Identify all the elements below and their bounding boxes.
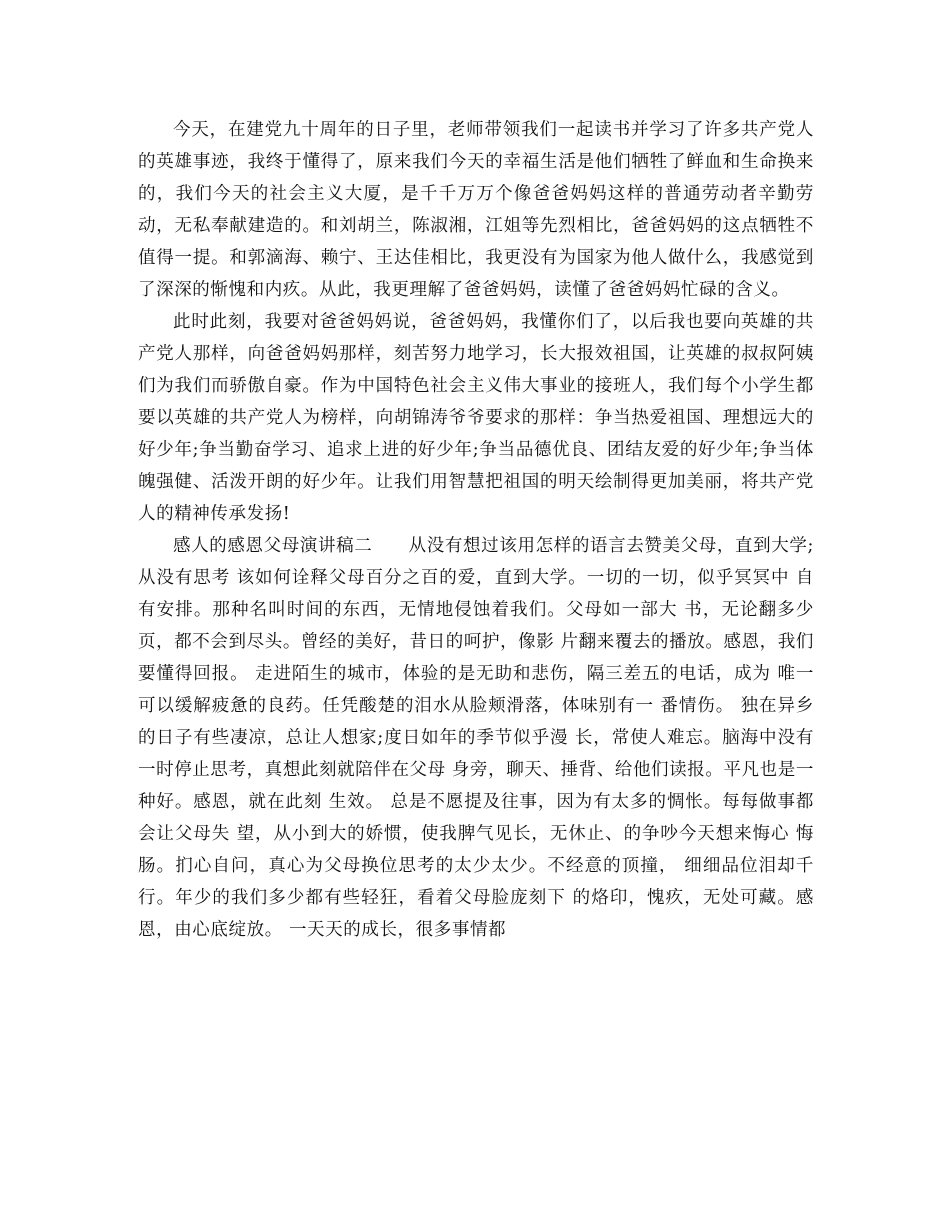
paragraph-2: 此时此刻，我要对爸爸妈妈说，爸爸妈妈，我懂你们了，以后我也要向英雄的共产党人那样，向爸爸妈妈那样，刻苦努力地学习，长大报效祖国，让英雄的叔叔阿姨们为我们而骄傲自豪。作为中国特色社会主义伟大事业的接班人，我们每个小学生都要以英雄的共产党人为榜样，向胡锦涛爷爷要求的那样：争当热爱祖国、理想远大的好少年;争当勤奋学习、追求上进的好少年;争当品德优良、团结友爱的好少年;争当体魄强健、活泼开朗的好少年。让我们用智慧把祖国的明天绘制得更加美丽，将共产党人的精神传承发扬! <box>138 312 814 524</box>
paragraph-1: 今天，在建党九十周年的日子里，老师带领我们一起读书并学习了许多共产党人的英雄事迹，我终于懂得了，原来我们今天的幸福生活是他们牺牲了鲜血和生命换来的，我们今天的社会主义大厦，是千千万万个像爸爸妈妈这样的普通劳动者辛勤劳动，无私奉献建造的。和刘胡兰，陈淑湘，江姐等先烈相比，爸爸妈妈的这点牺牲不值得一提。和郭滴海、赖宁、王达佳相比，我更没有为国家为他人做什么，我感觉到了深深的惭愧和内疚。从此，我更理解了爸爸妈妈，读懂了爸爸妈妈忙碌的含义。 <box>138 120 814 300</box>
document-body <box>138 114 814 946</box>
paragraph-3: 感人的感恩父母演讲稿二 从没有想过该用怎样的语言去赞美父母，直到大学;从没有思考 该如何诠释父母百分之百的爱，直到大学。一切的一切，似乎冥冥中 自有安排。那种名叫时间的东西，无情地侵蚀着我们。父母如一部大 书，无论翻多少页，都不会到尽头。曾经的美好，昔日的呵护，像影 片翻来覆去的播放。感恩，我们要懂得回报。 走进陌生的城市，体验的是无助和悲伤，隔三差五的电话，成为 唯一可以缓解疲惫的良药。任凭酸楚的泪水从脸颊滑落，体味别有一 番情伤。 独在异乡的日子有些凄凉，总让人想家;度日如年的季节似乎漫 长，常使人难忘。脑海中没有一时停止思考，真想此刻就陪伴在父母 身旁，聊天、捶背、给他们读报。平凡也是一种好。感恩，就在此刻 生效。 总是不愿提及往事，因为有太多的惆怅。每每做事都会让父母失 望，从小到大的娇惯，使我脾气见长，无休止、的争吵今天想来悔心 悔肠。扪心自问，真心为父母换位思考的太少太少。不经意的顶撞， 细细品位泪却千行。年少的我们多少都有些轻狂，看着父母脸庞刻下 的烙印，愧疚，无处可藏。感恩，由心底绽放。 一天天的成长，很多事情都 <box>138 536 814 940</box>
